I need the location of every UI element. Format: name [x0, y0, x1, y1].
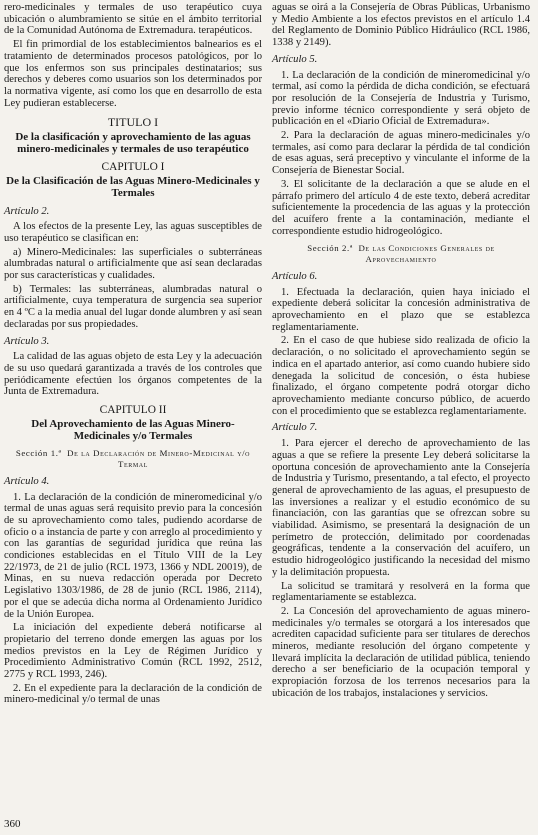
chapter-heading: CAPITULO I [101, 161, 165, 174]
article-heading: Artículo 6. [272, 270, 318, 282]
paragraph: 2. En el expediente para la declaración de la condición de minero-medicinal y/o termal de unas [4, 682, 262, 706]
left-column [4, 2, 262, 708]
paragraph: 2. Para la declaración de aguas minero-medicinales y/o termales, así como para declarar la pérdida de tal condición de esas aguas, será preceptivo y vinculante el informe de la Consejería de Bienestar Social. [272, 130, 530, 177]
paragraph: La iniciación del expediente deberá notificarse al propietario del terreno donde emergen las aguas por los medios previstos en la Ley de Régimen Jurídico y Procedimiento Administrativo Común (RCL 1992, 2512, 2775 y RCL 1993, 246). [4, 622, 262, 681]
paragraph: b) Termales: las subterráneas, alumbradas natural o artificialmente, cuya temperatura de surgencia sea superior en 4 ºC a la media anual del lugar donde alumbren y así sean declaradas por sus propiedades. [4, 283, 262, 330]
title-heading: TITULO I [107, 115, 159, 130]
paragraph: La calidad de las aguas objeto de esta Ley y la adecuación de su uso quedará garantizada a través de los controles que periódicamente efectúen los órganos competentes de la Junta de Extremadura. [4, 351, 262, 398]
paragraph: 1. La declaración de la condición de mineromedicinal y/o termal de unas aguas será requisito previo para la concesión de su aprovechamiento como tales, pudiendo acordarse de oficio o a instancia de parte y con arreglo al procedimiento y con las garantías de seguridad jurídica que reúna las condiciones establecidas en el Título VIII de la Ley 22/1973, de 21 de julio (RCL 1973, 1366 y NDL 20019), de Minas, en su nueva redacción operada por Decreto Legislativo 1303/1986, de 28 de junio (RCL 1986, 2114), por el que se adecúa dicha norma al Ordenamiento Jurídico de la Unión Europea. [4, 491, 262, 620]
article-heading: Artículo 4. [4, 475, 50, 487]
article-heading: Artículo 2. [4, 205, 50, 217]
section-title: De la Declaración de Minero-Medicinal y/o Termal [67, 448, 251, 469]
right-column [272, 2, 530, 702]
page-number: 360 [4, 818, 21, 830]
paragraph: 1. Para ejercer el derecho de aprovechamiento de las aguas a que se refiere la presente Ley deberá solicitarse la oportuna concesión de aprovechamiento ante la Consejería de Industria y Turismo, presentando, a tal efecto, el proyecto general de aprovechamiento de las aguas, el presupuesto de las inversiones a realizar y el estudio económico de su financiación, con las garantías que se ofrezcan sobre su viabilidad. Asimismo, se presentará la designación de un perímetro de protección, delimitado por coordenadas geográficas, tendente a la conservación del acuífero, un estudio hidrogeológico justificando la necesidad del mismo y la delimitación propuesta. [272, 438, 530, 578]
paragraph: aguas se oirá a la Consejería de Obras Públicas, Urbanismo y Medio Ambiente a los efectos previstos en el artículo 1.4 del Reglamento de Dominio Público Hidráulico (RCL 1986, 1338 y 2149). [272, 2, 530, 49]
paragraph: rero-medicinales y termales de uso terapéutico cuya ubicación o alumbramiento se sitúe en el ámbito territorial de la Comunidad Autónoma de Extremadura. terapéuticos. [4, 2, 262, 37]
section-heading [4, 448, 262, 470]
article-heading: Artículo 7. [272, 422, 318, 434]
paragraph: 2. La Concesión del aprovechamiento de aguas minero-medicinales y/o termales se otorgará a los interesados que acrediten capacidad suficiente para ser titulares de derechos mineros, mediante resolución del órgano competente y llevará implícita la declaración de utilidad pública, teniendo derecho a ser beneficiario de la ocupación temporal y expropiación forzosa de los terrenos necesarios para la ubicación de los trabajos, instalaciones y servicios. [272, 605, 530, 699]
title-subheading: De la clasificación y aprovechamiento de las aguas minero-medicinales y termales de uso terapéutico [15, 131, 251, 156]
paragraph: El fin primordial de los establecimientos balnearios es el tratamiento de determinados procesos patológicos, por lo que los enfermos son sus principales destinatarios; sus derechos y deberes como usuarios son los determinados por la normativa vigente, así como los que en desarrollo de esta Ley pudieran establecerse. [4, 39, 262, 109]
paragraph: 1. La declaración de la condición de mineromedicinal y/o termal, así como la pérdida de dicha condición, se efectuará por resolución de la Consejería de Industria y Turismo, previo informe técnico correspondiente y será objeto de publicación en el «Diario Oficial de Extremadura». [272, 69, 530, 128]
paragraph: 1. Efectuada la declaración, quien haya iniciado el expediente deberá solicitar la concesión administrativa de aprovechamiento en el plazo que se establezca reglamentariamente. [272, 286, 530, 333]
paragraph: 2. En el caso de que hubiese sido realizada de oficio la declaración, o no solicitado el aprovechamiento según se indica en el apartado anterior, así como cuando hubiere sido denegada la solicitud de concesión, o ésta hubiese finalizado, el órgano competente podrá otorgar dicho aprovechamiento mediante concurso público, de acuerdo con el procedimiento que se establezca reglamentariamente. [272, 335, 530, 417]
section-label: Sección 2.ª [307, 243, 353, 254]
chapter-subheading: De la Clasificación de las Aguas Minero-Medicinales y Termales [6, 175, 260, 200]
chapter-subheading: Del Aprovechamiento de las Aguas Minero-Medicinales y/o Termales [31, 417, 235, 442]
section-title: De las Condiciones Generales de Aprovechamiento [358, 243, 495, 265]
paragraph: A los efectos de la presente Ley, las aguas susceptibles de uso terapéutico se clasifican en: [4, 221, 262, 244]
section-label: Sección 1.ª [15, 448, 62, 459]
paragraph-tail: terapéuticos. [198, 25, 253, 37]
paragraph: a) Minero-Medicinales: las superficiales o subterráneas alumbradas natural o artificialmente que así sean declaradas por sus características y cualidades. [4, 246, 262, 282]
article-heading: Artículo 3. [4, 335, 50, 347]
chapter-heading: CAPITULO II [99, 404, 167, 417]
section-heading [272, 243, 530, 265]
article-heading: Artículo 5. [272, 53, 318, 65]
paragraph: 3. El solicitante de la declaración a que se alude en el párrafo primero del artículo 4 de este texto, deberá acreditar suficientemente la procedencia de las aguas y la protección del acuífero frente a la contaminación, mediante el correspondiente estudio hidrogeológico. [272, 178, 530, 237]
paragraph: La solicitud se tramitará y resolverá en la forma que reglamentariamente se establezca. [272, 580, 530, 604]
